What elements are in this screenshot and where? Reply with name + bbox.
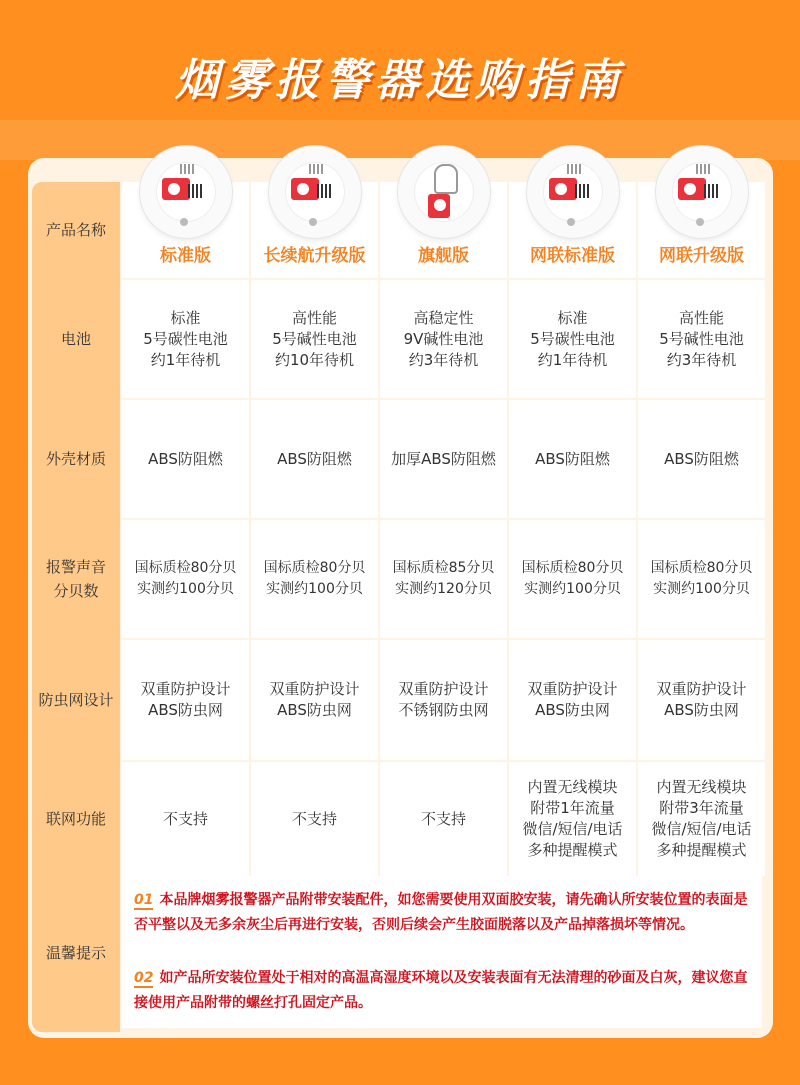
net-cell: 双重防护设计 不锈钢防虫网 bbox=[380, 640, 507, 760]
net-cell: 双重防护设计 ABS防虫网 bbox=[251, 640, 378, 760]
smoke-detector-image bbox=[398, 146, 490, 238]
battery-cell: 标准 5号碳性电池 约1年待机 bbox=[122, 280, 249, 398]
row-network bbox=[32, 762, 768, 876]
product-name: 长续航升级版 bbox=[263, 246, 366, 266]
product-name: 网联标准版 bbox=[530, 246, 615, 266]
shell-cell: ABS防阻燃 bbox=[509, 400, 636, 518]
row-insect-net bbox=[32, 640, 768, 760]
alarm-cell: 国标质检80分贝 实测约100分贝 bbox=[638, 520, 765, 638]
alarm-cell: 国标质检80分贝 实测约100分贝 bbox=[509, 520, 636, 638]
network-cell: 内置无线模块 附带3年流量 微信/短信/电话 多种提醒模式 bbox=[638, 762, 765, 876]
row-shell bbox=[32, 400, 768, 518]
row-alarm bbox=[32, 520, 768, 638]
shell-cell: ABS防阻燃 bbox=[122, 400, 249, 518]
smoke-detector-image bbox=[527, 146, 619, 238]
shell-cell: ABS防阻燃 bbox=[251, 400, 378, 518]
tip-item bbox=[134, 888, 754, 938]
net-cell: 双重防护设计 ABS防虫网 bbox=[509, 640, 636, 760]
shell-cell: 加厚ABS防阻燃 bbox=[380, 400, 507, 518]
label-battery: 电池 bbox=[60, 330, 91, 348]
battery-cell: 高稳定性 9V碱性电池 约3年待机 bbox=[380, 280, 507, 398]
alarm-cell: 国标质检85分贝 实测约120分贝 bbox=[380, 520, 507, 638]
battery-cell: 标准 5号碳性电池 约1年待机 bbox=[509, 280, 636, 398]
tips-box bbox=[122, 876, 762, 1028]
tip-number: 01 bbox=[134, 892, 154, 908]
product-cell bbox=[638, 182, 765, 278]
label-shell: 外壳材质 bbox=[45, 450, 106, 468]
tip-number: 02 bbox=[134, 970, 154, 986]
product-cell bbox=[509, 182, 636, 278]
label-alarm: 报警声音 分贝数 bbox=[45, 558, 106, 600]
network-cell: 不支持 bbox=[122, 762, 249, 876]
battery-cell: 高性能 5号碱性电池 约10年待机 bbox=[251, 280, 378, 398]
shell-cell: ABS防阻燃 bbox=[638, 400, 765, 518]
alarm-cell: 国标质检80分贝 实测约100分贝 bbox=[122, 520, 249, 638]
net-cell: 双重防护设计 ABS防虫网 bbox=[638, 640, 765, 760]
product-cell bbox=[122, 182, 249, 278]
battery-cell: 高性能 5号碱性电池 约3年待机 bbox=[638, 280, 765, 398]
product-cell bbox=[251, 182, 378, 278]
network-cell: 不支持 bbox=[380, 762, 507, 876]
page-title: 烟雾报警器选购指南 bbox=[175, 55, 625, 106]
net-cell: 双重防护设计 ABS防虫网 bbox=[122, 640, 249, 760]
tip-text: 本品牌烟雾报警器产品附带安装配件，如您需要使用双面胶安装，请先确认所安装位置的表面是否平整以及无多余灰尘后再进行安装，否则后续会产生胶面脱落以及产品掉落损坏等情况。 bbox=[134, 892, 748, 933]
label-product-name: 产品名称 bbox=[45, 221, 106, 239]
smoke-detector-image bbox=[140, 146, 232, 238]
tip-text: 如产品所安装位置处于相对的高温高湿度环境以及安装表面有无法清理的砂面及白灰，建议您直接使用产品附带的螺丝打孔固定产品。 bbox=[134, 970, 748, 1011]
label-insect-net: 防虫网设计 bbox=[38, 691, 114, 709]
row-battery bbox=[32, 280, 768, 398]
network-cell: 不支持 bbox=[251, 762, 378, 876]
label-tips: 温馨提示 bbox=[45, 944, 106, 962]
network-cell: 内置无线模块 附带1年流量 微信/短信/电话 多种提醒模式 bbox=[509, 762, 636, 876]
product-name: 网联升级版 bbox=[659, 246, 744, 266]
row-product-name bbox=[32, 182, 768, 278]
label-network: 联网功能 bbox=[45, 810, 106, 828]
smoke-detector-image bbox=[269, 146, 361, 238]
product-name: 旗舰版 bbox=[418, 246, 469, 266]
alarm-cell: 国标质检80分贝 实测约100分贝 bbox=[251, 520, 378, 638]
tip-item bbox=[134, 966, 754, 1016]
product-name: 标准版 bbox=[160, 246, 211, 266]
smoke-detector-image bbox=[656, 146, 748, 238]
product-cell bbox=[380, 182, 507, 278]
